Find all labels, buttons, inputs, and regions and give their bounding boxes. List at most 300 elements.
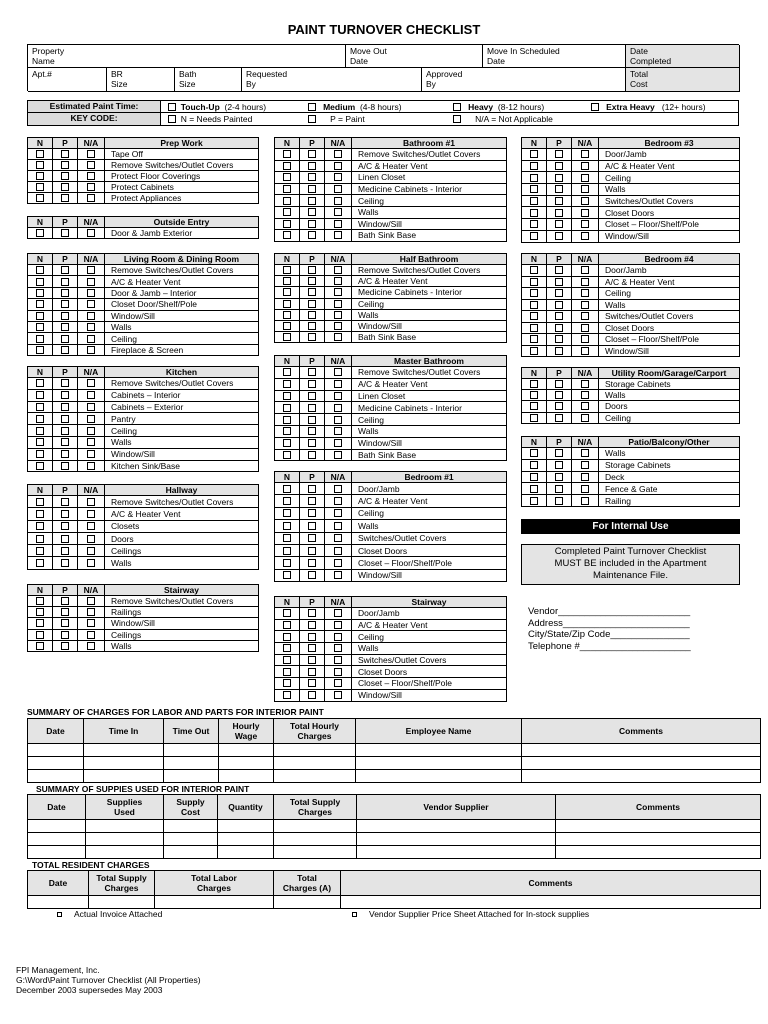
table-cell[interactable] [556,820,761,833]
heavy-option[interactable]: Heavy (8-12 hours) [453,102,544,112]
table-cell[interactable] [219,770,274,783]
checkbox-n[interactable] [36,312,44,320]
checkbox-p[interactable] [555,162,563,170]
checkbox-p[interactable] [61,266,69,274]
checkbox-p[interactable] [555,473,563,481]
checkbox-na[interactable] [87,438,95,446]
checkbox-na[interactable] [334,404,342,412]
checkbox-n[interactable] [283,633,291,641]
table-cell[interactable] [274,896,341,909]
checkbox-n[interactable] [530,347,538,355]
checkbox-n[interactable] [36,335,44,343]
checkbox-p[interactable] [61,278,69,286]
table-cell[interactable] [218,846,274,859]
checkbox-p[interactable] [308,509,316,517]
checkbox-p[interactable] [61,631,69,639]
checkbox-na[interactable] [334,485,342,493]
checkbox-n[interactable] [36,427,44,435]
checkbox-n[interactable] [530,324,538,332]
checkbox-na[interactable] [334,679,342,687]
checkbox-n[interactable] [283,208,291,216]
checkbox-p[interactable] [308,162,316,170]
checkbox-n[interactable] [530,232,538,240]
checkbox-na[interactable] [581,266,589,274]
checkbox-na[interactable] [87,642,95,650]
checkbox-p[interactable] [308,300,316,308]
checkbox-p[interactable] [555,220,563,228]
checkbox-p[interactable] [61,194,69,202]
checkbox-p[interactable] [61,391,69,399]
checkbox-p[interactable] [61,597,69,605]
apt-number-field[interactable]: Apt.# [28,68,107,92]
checkbox-na[interactable] [581,185,589,193]
checkbox-na[interactable] [334,208,342,216]
checkbox-p[interactable] [308,322,316,330]
table-cell[interactable] [164,833,218,846]
checkbox-p[interactable] [61,522,69,530]
checkbox-p[interactable] [308,311,316,319]
checkbox-n[interactable] [530,473,538,481]
checkbox-na[interactable] [87,619,95,627]
checkbox-n[interactable] [283,485,291,493]
table-cell[interactable] [219,757,274,770]
checkbox-n[interactable] [283,559,291,567]
checkbox-na[interactable] [581,347,589,355]
table-cell[interactable] [155,896,274,909]
checkbox-p[interactable] [61,608,69,616]
checkbox-na[interactable] [581,232,589,240]
table-cell[interactable] [86,833,164,846]
checkbox-n[interactable] [283,609,291,617]
checkbox-na[interactable] [334,322,342,330]
checkbox-na[interactable] [334,633,342,641]
table-cell[interactable] [89,896,155,909]
checkbox-na[interactable] [334,691,342,699]
checkbox-n[interactable] [36,597,44,605]
checkbox-p[interactable] [308,404,316,412]
vendor-line[interactable]: Vendor_________________________ [528,606,691,617]
touch-up-option[interactable]: Touch-Up (2-4 hours) [168,102,266,112]
table-cell[interactable] [164,846,218,859]
checkbox-na[interactable] [581,278,589,286]
checkbox-p[interactable] [308,497,316,505]
checkbox-n[interactable] [36,278,44,286]
checkbox-n[interactable] [530,414,538,422]
checkbox-na[interactable] [87,323,95,331]
table-cell[interactable] [274,833,357,846]
checkbox-p[interactable] [308,559,316,567]
checkbox-p[interactable] [61,403,69,411]
checkbox-n[interactable] [36,438,44,446]
table-cell[interactable] [84,757,164,770]
checkbox-p[interactable] [308,173,316,181]
checkbox-na[interactable] [87,547,95,555]
checkbox-na[interactable] [334,439,342,447]
checkbox-na[interactable] [581,335,589,343]
checkbox-p[interactable] [61,438,69,446]
checkbox-n[interactable] [36,559,44,567]
checkbox-na[interactable] [334,185,342,193]
checkbox-n[interactable] [36,462,44,470]
checkbox-n[interactable] [283,185,291,193]
checkbox-n[interactable] [530,289,538,297]
table-cell[interactable] [522,757,761,770]
checkbox-na[interactable] [87,462,95,470]
price-sheet-attached-checkbox[interactable] [352,912,357,917]
checkbox-n[interactable] [36,619,44,627]
checkbox-na[interactable] [87,403,95,411]
checkbox-n[interactable] [283,416,291,424]
table-cell[interactable] [28,757,84,770]
checkbox-p[interactable] [555,449,563,457]
checkbox-n[interactable] [36,229,44,237]
checkbox-n[interactable] [283,197,291,205]
checkbox-na[interactable] [87,161,95,169]
checkbox-p[interactable] [555,232,563,240]
checkbox-n[interactable] [36,300,44,308]
table-cell[interactable] [164,820,218,833]
city-state-zip-line[interactable]: City/State/Zip Code_______________ [528,629,690,640]
checkbox-n[interactable] [530,197,538,205]
checkbox-n[interactable] [36,323,44,331]
checkbox-na[interactable] [87,559,95,567]
checkbox-p[interactable] [555,174,563,182]
checkbox-na[interactable] [581,414,589,422]
checkbox-p[interactable] [61,335,69,343]
bath-size-field[interactable]: Bath Size [175,68,242,92]
checkbox-p[interactable] [308,439,316,447]
checkbox-na[interactable] [581,449,589,457]
extra-heavy-checkbox[interactable] [591,103,599,111]
checkbox-p[interactable] [308,416,316,424]
checkbox-na[interactable] [334,644,342,652]
checkbox-na[interactable] [581,289,589,297]
checkbox-p[interactable] [555,301,563,309]
table-cell[interactable] [164,770,219,783]
table-cell[interactable] [28,744,84,757]
checkbox-na[interactable] [334,668,342,676]
checkbox-p[interactable] [308,547,316,555]
checkbox-p[interactable] [61,642,69,650]
table-cell[interactable] [274,757,356,770]
checkbox-na[interactable] [87,379,95,387]
checkbox-n[interactable] [530,209,538,217]
checkbox-p[interactable] [308,621,316,629]
checkbox-na[interactable] [334,380,342,388]
checkbox-n[interactable] [283,427,291,435]
checkbox-n[interactable] [36,150,44,158]
checkbox-na[interactable] [334,522,342,530]
checkbox-n[interactable] [283,571,291,579]
checkbox-na[interactable] [581,209,589,217]
checkbox-n[interactable] [530,266,538,274]
checkbox-n[interactable] [283,522,291,530]
invoice-attached-checkbox[interactable] [57,912,62,917]
table-cell[interactable] [357,820,556,833]
checkbox-na[interactable] [581,220,589,228]
table-cell[interactable] [274,820,357,833]
checkbox-na[interactable] [581,497,589,505]
checkbox-n[interactable] [530,174,538,182]
checkbox-p[interactable] [555,347,563,355]
br-size-field[interactable]: BR Size [107,68,175,92]
checkbox-p[interactable] [555,197,563,205]
table-cell[interactable] [274,744,356,757]
move-out-date-field[interactable]: Move Out Date [346,45,483,68]
checkbox-na[interactable] [87,415,95,423]
checkbox-p[interactable] [555,185,563,193]
checkbox-p[interactable] [555,150,563,158]
table-cell[interactable] [28,833,86,846]
checkbox-n[interactable] [36,289,44,297]
checkbox-n[interactable] [36,522,44,530]
checkbox-n[interactable] [283,691,291,699]
invoice-attached-option[interactable]: Actual Invoice Attached [57,909,162,919]
checkbox-na[interactable] [87,498,95,506]
checkbox-na[interactable] [87,183,95,191]
checkbox-n[interactable] [36,346,44,354]
checkbox-p[interactable] [61,415,69,423]
checkbox-n[interactable] [530,312,538,320]
checkbox-p[interactable] [61,183,69,191]
checkbox-p[interactable] [61,547,69,555]
table-cell[interactable] [356,757,522,770]
checkbox-n[interactable] [283,621,291,629]
checkbox-p[interactable] [61,323,69,331]
checkbox-n[interactable] [283,311,291,319]
checkbox-na[interactable] [87,608,95,616]
checkbox-p[interactable] [308,231,316,239]
checkbox-n[interactable] [36,608,44,616]
telephone-line[interactable]: Telephone #_____________________ [528,641,691,652]
checkbox-p[interactable] [308,522,316,530]
checkbox-n[interactable] [36,450,44,458]
checkbox-p[interactable] [308,380,316,388]
checkbox-p[interactable] [308,220,316,228]
checkbox-p[interactable] [555,391,563,399]
checkbox-na[interactable] [334,621,342,629]
checkbox-n[interactable] [283,392,291,400]
checkbox-n[interactable] [283,497,291,505]
checkbox-na[interactable] [334,333,342,341]
table-cell[interactable] [556,833,761,846]
checkbox-n[interactable] [36,379,44,387]
checkbox-p[interactable] [308,150,316,158]
checkbox-na[interactable] [581,461,589,469]
checkbox-na[interactable] [87,510,95,518]
checkbox-p[interactable] [555,266,563,274]
table-cell[interactable] [522,770,761,783]
checkbox-n[interactable] [283,288,291,296]
checkbox-na[interactable] [87,427,95,435]
checkbox-n[interactable] [36,498,44,506]
checkbox-p[interactable] [61,619,69,627]
checkbox-na[interactable] [334,451,342,459]
checkbox-na[interactable] [87,278,95,286]
checkbox-na[interactable] [334,173,342,181]
checkbox-n[interactable] [283,333,291,341]
requested-by-field[interactable]: Requested By [242,68,422,92]
checkbox-na[interactable] [334,547,342,555]
checkbox-na[interactable] [334,656,342,664]
checkbox-n[interactable] [36,547,44,555]
table-cell[interactable] [522,744,761,757]
checkbox-p[interactable] [61,427,69,435]
checkbox-n[interactable] [530,461,538,469]
checkbox-na[interactable] [581,473,589,481]
checkbox-n[interactable] [36,161,44,169]
heavy-checkbox[interactable] [453,103,461,111]
checkbox-n[interactable] [36,183,44,191]
property-name-field[interactable]: Property Name [28,45,346,68]
table-cell[interactable] [341,896,761,909]
checkbox-n[interactable] [530,220,538,228]
checkbox-p[interactable] [308,208,316,216]
checkbox-n[interactable] [36,391,44,399]
checkbox-p[interactable] [308,571,316,579]
checkbox-n[interactable] [283,547,291,555]
checkbox-na[interactable] [334,368,342,376]
checkbox-n[interactable] [530,485,538,493]
checkbox-na[interactable] [87,391,95,399]
checkbox-n[interactable] [283,231,291,239]
checkbox-n[interactable] [283,679,291,687]
checkbox-p[interactable] [61,289,69,297]
checkbox-p[interactable] [555,209,563,217]
table-cell[interactable] [357,833,556,846]
checkbox-na[interactable] [334,266,342,274]
medium-checkbox[interactable] [308,103,316,111]
checkbox-na[interactable] [581,380,589,388]
checkbox-n[interactable] [283,380,291,388]
checkbox-na[interactable] [334,559,342,567]
checkbox-n[interactable] [530,402,538,410]
checkbox-p[interactable] [555,324,563,332]
checkbox-n[interactable] [530,301,538,309]
checkbox-na[interactable] [334,197,342,205]
checkbox-na[interactable] [87,172,95,180]
checkbox-p[interactable] [61,462,69,470]
checkbox-na[interactable] [581,301,589,309]
table-cell[interactable] [556,846,761,859]
extra-heavy-option[interactable]: Extra Heavy (12+ hours) [591,102,706,112]
table-cell[interactable] [356,770,522,783]
move-in-date-field[interactable]: Move In Scheduled Date [483,45,626,68]
checkbox-na[interactable] [87,597,95,605]
price-sheet-attached-option[interactable]: Vendor Supplier Price Sheet Attached for In-stock supplies [352,909,589,919]
checkbox-na[interactable] [87,300,95,308]
checkbox-na[interactable] [334,277,342,285]
checkbox-p[interactable] [308,656,316,664]
checkbox-n[interactable] [283,451,291,459]
table-cell[interactable] [356,744,522,757]
checkbox-p[interactable] [308,197,316,205]
checkbox-p[interactable] [61,510,69,518]
checkbox-na[interactable] [581,402,589,410]
checkbox-na[interactable] [87,631,95,639]
checkbox-p[interactable] [308,633,316,641]
checkbox-na[interactable] [334,416,342,424]
checkbox-p[interactable] [555,414,563,422]
checkbox-na[interactable] [334,300,342,308]
checkbox-p[interactable] [308,609,316,617]
checkbox-n[interactable] [36,510,44,518]
table-cell[interactable] [86,846,164,859]
checkbox-n[interactable] [283,162,291,170]
checkbox-n[interactable] [530,497,538,505]
checkbox-na[interactable] [87,535,95,543]
checkbox-na[interactable] [334,162,342,170]
checkbox-n[interactable] [283,509,291,517]
checkbox-p[interactable] [555,312,563,320]
checkbox-n[interactable] [36,403,44,411]
checkbox-p[interactable] [308,266,316,274]
checkbox-n[interactable] [283,266,291,274]
checkbox-na[interactable] [87,194,95,202]
checkbox-n[interactable] [530,380,538,388]
checkbox-na[interactable] [334,150,342,158]
checkbox-p[interactable] [555,289,563,297]
checkbox-na[interactable] [87,335,95,343]
checkbox-p[interactable] [308,644,316,652]
checkbox-p[interactable] [308,668,316,676]
table-cell[interactable] [219,744,274,757]
date-completed-field[interactable]: Date Completed [626,45,740,68]
checkbox-n[interactable] [530,278,538,286]
checkbox-p[interactable] [61,498,69,506]
checkbox-na[interactable] [87,229,95,237]
checkbox-n[interactable] [283,534,291,542]
checkbox-n[interactable] [283,656,291,664]
checkbox-p[interactable] [61,379,69,387]
checkbox-p[interactable] [308,277,316,285]
table-cell[interactable] [28,820,86,833]
checkbox-p[interactable] [61,450,69,458]
table-cell[interactable] [218,833,274,846]
table-cell[interactable] [164,757,219,770]
checkbox-na[interactable] [334,509,342,517]
checkbox-p[interactable] [308,288,316,296]
checkbox-na[interactable] [334,288,342,296]
table-cell[interactable] [28,846,86,859]
checkbox-na[interactable] [581,197,589,205]
checkbox-n[interactable] [283,277,291,285]
checkbox-na[interactable] [87,346,95,354]
checkbox-n[interactable] [283,300,291,308]
table-cell[interactable] [164,744,219,757]
checkbox-n[interactable] [36,194,44,202]
checkbox-p[interactable] [61,229,69,237]
checkbox-na[interactable] [334,231,342,239]
checkbox-p[interactable] [308,392,316,400]
checkbox-p[interactable] [308,427,316,435]
checkbox-p[interactable] [61,346,69,354]
checkbox-p[interactable] [308,451,316,459]
checkbox-p[interactable] [555,278,563,286]
checkbox-p[interactable] [308,679,316,687]
checkbox-na[interactable] [334,571,342,579]
checkbox-na[interactable] [334,534,342,542]
checkbox-na[interactable] [334,311,342,319]
checkbox-n[interactable] [530,150,538,158]
checkbox-na[interactable] [334,427,342,435]
checkbox-n[interactable] [530,391,538,399]
checkbox-p[interactable] [61,312,69,320]
checkbox-p[interactable] [61,150,69,158]
checkbox-n[interactable] [283,439,291,447]
checkbox-p[interactable] [308,691,316,699]
checkbox-n[interactable] [530,449,538,457]
